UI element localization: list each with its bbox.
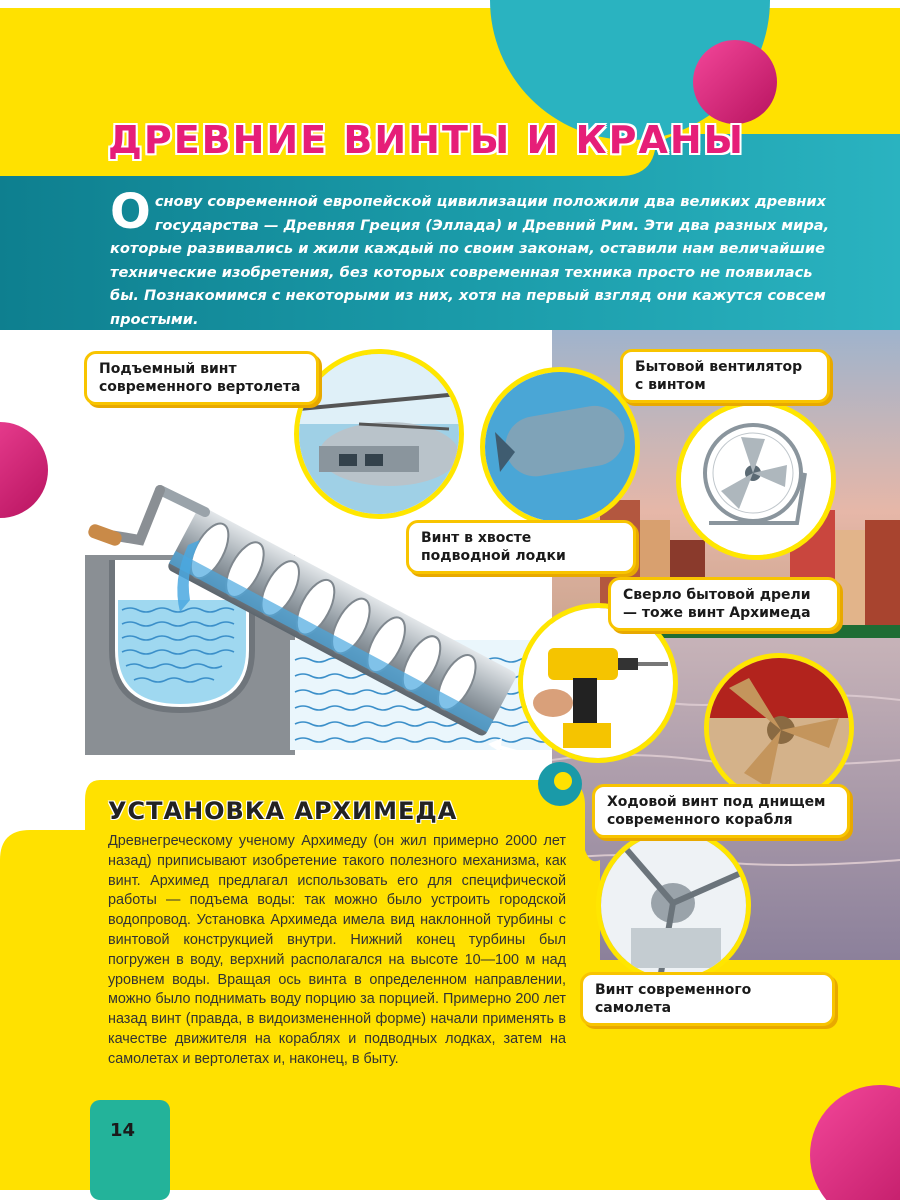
helicopter-photo [294,349,464,519]
callout-fan: Бытовой вентилятор с винтом [620,349,830,403]
callout-plane: Винт современного самолета [580,972,835,1026]
ship-propeller-photo [704,653,854,803]
intro-paragraph [110,184,845,331]
callout-ship: Ходовой винт под днищем современного корабля [592,784,850,838]
plane-propeller-photo [596,828,751,983]
page-number: 14 [110,1120,136,1141]
callout-helicopter: Подъемный винт современного вертолета [84,351,319,405]
section-text: Древнегреческому ученому Архимеду (он жил примерно 2000 лет назад) приписывают изобретение такого полезного механизма, как винт. Архимед предлагал использовать его для специфической работы — подъема воды: так можно было устроить городской водопровод. Установка Архимеда имела вид наклонной турбины с винтовой конструкцией внутри. Нижний конец турбины был погружен в воду, верхний располагался на высоте 10—100 м над уровнем воды. Вращая ось винта в определенном направлении, можно было поднимать воду порцию за порцией. Примерно 200 лет назад винт (правда, в видоизмененной форме) начали применять в качестве движителя на кораблях и подводных лодках, затем на самолетах и вертолетах и, наконец, в быту. [108,833,566,1067]
submarine-photo [480,367,640,527]
intro-text: снову современной европейской цивилизации положили два великих древних государства — Древняя Греция (Эллада) и Древний Рим. Эти два разных мира, которые развивались и жили каждый по своим законам, оставили нам величайшие технические изобретения, без которых современная техника просто не появилась бы. Познакомимся с некоторыми из них, хотя на первый взгляд они кажутся совсем простыми. [110,193,830,328]
callout-submarine: Винт в хвосте подводной лодки [406,520,636,574]
page-title: ДРЕВНИЕ ВИНТЫ И КРАНЫ [108,118,746,162]
fan-photo [676,400,836,560]
section-title: УСТАНОВКА АРХИМЕДА [108,797,458,825]
callout-drill: Сверло бытовой дрели — тоже винт Архимеда [608,577,840,631]
intro-drop-cap: О [110,184,151,240]
